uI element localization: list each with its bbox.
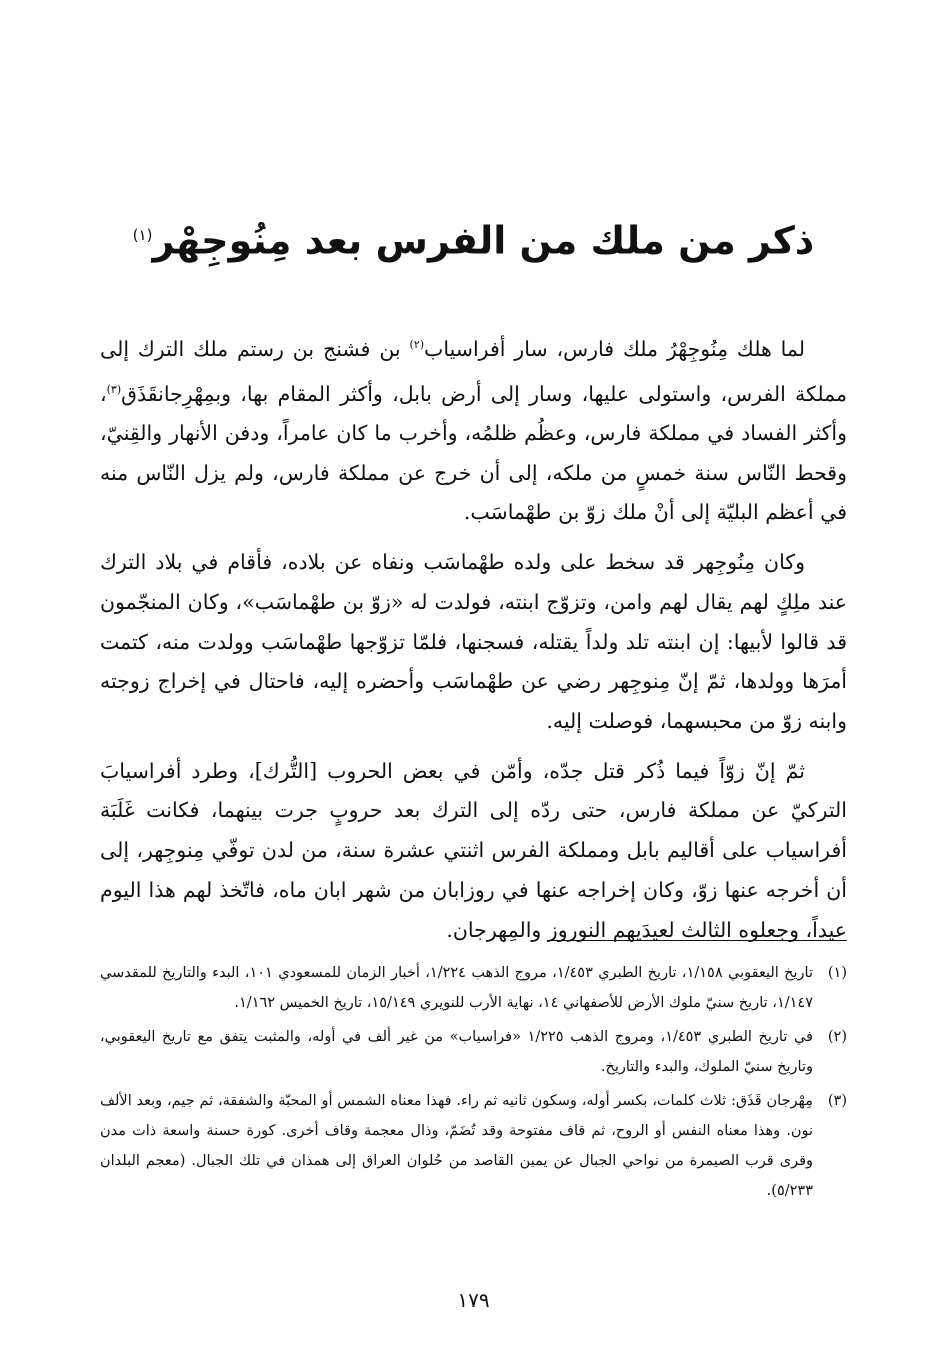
footnote-number: (٢) (827, 1029, 847, 1045)
paragraph (100, 752, 847, 951)
title-footnote-ref: (١) (132, 226, 153, 245)
footnote-text: مِهْرجان قَذَق: ثلاث كلمات، بكسر أوله، وسكون ثانيه ثم راء. فهذا معناه الشمس أو المحبّة والشفقة، ثم جيم، وبعد الألف نون. وهذا معناه النفس أو الروح، ثم قاف مفتوحة وقد تُضَمّ، وذال معجمة وقاف أخرى. كورة حسنة واسعة ذات مدن وقرى قرب الصيمرة من نواحي الجبال عن يمين القاصد من حُلوان العراق إلى همذان في تلك الجبال. (معجم البلدان ٥/٢٣٣). (100, 1093, 813, 1199)
footnote (100, 1086, 847, 1206)
paragraph-text: وكان مِنُوجِهر قد سخط على ولده طهْماسَب ونفاه عن بلاده، فأقام في بلاد الترك عند ملِكٍ لهم يقال لهم وامن، وتزوّج ابنته، فولدت له «زوّ بن طهْماسَب»، وكان المنجّمون قد قالوا لأبيها: إن ابنته تلد ولداً يقتله، فسجنها، فلمّا تزوّجها طهْماسَب وولدت منه، كتمت أمرَها وولدها، ثمّ إنّ مِنوجِهر رضي عن طهْماسَب وأحضره إليه، فاحتال في إخراج زوجته وابنه زوّ من محبسهما، فوصلت إليه. (100, 550, 847, 733)
footnote-number: (١) (827, 965, 847, 981)
paragraph (100, 325, 847, 533)
footnote-text: تاريخ اليعقوبي ١/١٥٨، تاريخ الطبري ١/٤٥٣، مروج الذهب ١/٢٢٤، أخبار الزمان للمسعودي ١٠١، البدء والتاريخ للمقدسي ١/١٤٧، تاريخ سنيّ ملوك الأرض للأصفهاني ١٤، نهاية الأرب للنويري ١٥/١٤٩، تاريخ الخميس ١/١٦٢. (100, 965, 813, 1011)
page-number: ١٧٩ (457, 1288, 490, 1312)
footnote-text: في تاريخ الطبري ١/٤٥٣، ومروج الذهب ١/٢٢٥ «فراسياب» من غير ألف في أوله، والمثبت يتفق مع تاريخ اليعقوبي، وتاريخ سنيّ الملوك، والبدء والتاريخ. (100, 1029, 813, 1075)
paragraph-text: ، وأكثر الفساد في مملكة فارس، وعظُم ظلمُه، وأخرب ما كان عامراً، ودفن الأنهار والقِنيّ، وقحط النّاس سنة خمسٍ من ملكه، إلى أن خرج عن مملكة فارس، ولم يزل النّاس منه في أعظم البليّة إلى أنْ ملك زوّ بن طهْماسَب. (100, 381, 847, 525)
footnote-number: (٣) (827, 1093, 847, 1109)
footnote (100, 958, 847, 1018)
paragraph-text: لما هلك مِنُوجِهْرُ ملك فارس، سار أفراسياب (424, 336, 805, 361)
paragraph-text: بن فشنج بن رستم ملك الترك إلى مملكة الفرس، واستولى عليها، وسار إلى أرض بابل، وأكثر المقام بها، وبمِهْرِجانقَذَق (100, 336, 847, 406)
footnote (100, 1022, 847, 1082)
paragraph (100, 543, 847, 742)
chapter-title-text: ذكر من ملك من الفرس بعد مِنُوجِهْر (152, 219, 815, 264)
footnote-ref: (٣) (106, 382, 122, 396)
footnote-divider (547, 940, 847, 941)
footnotes (100, 958, 847, 1210)
body-text (100, 325, 847, 950)
chapter-title (120, 207, 827, 269)
footnote-ref: (٢) (409, 338, 425, 351)
paragraph-text: ثمّ إنّ زوّاً فيما ذُكر قتل جدّه، وأمّن في بعض الحروب [التُّرك]، وطرد أفراسيابَ التركيّ عن مملكة فارس، حتى ردّه إلى الترك بعد حروبٍ جرت بينهما، فكانت غَلَبَة أفراسياب على أقاليم بابل ومملكة الفرس اثنتي عشرة سنة، من لدن توفّي مِنوجِهر، إلى أن أخرجه عنها زوّ، وكان إخراجه عنها في روزابان من شهر ابان ماه، فاتّخذ لهم هذا اليوم عيداً، وجعلوه الثالث لعيدَيهم النوروز والمِهرجان. (100, 758, 847, 942)
